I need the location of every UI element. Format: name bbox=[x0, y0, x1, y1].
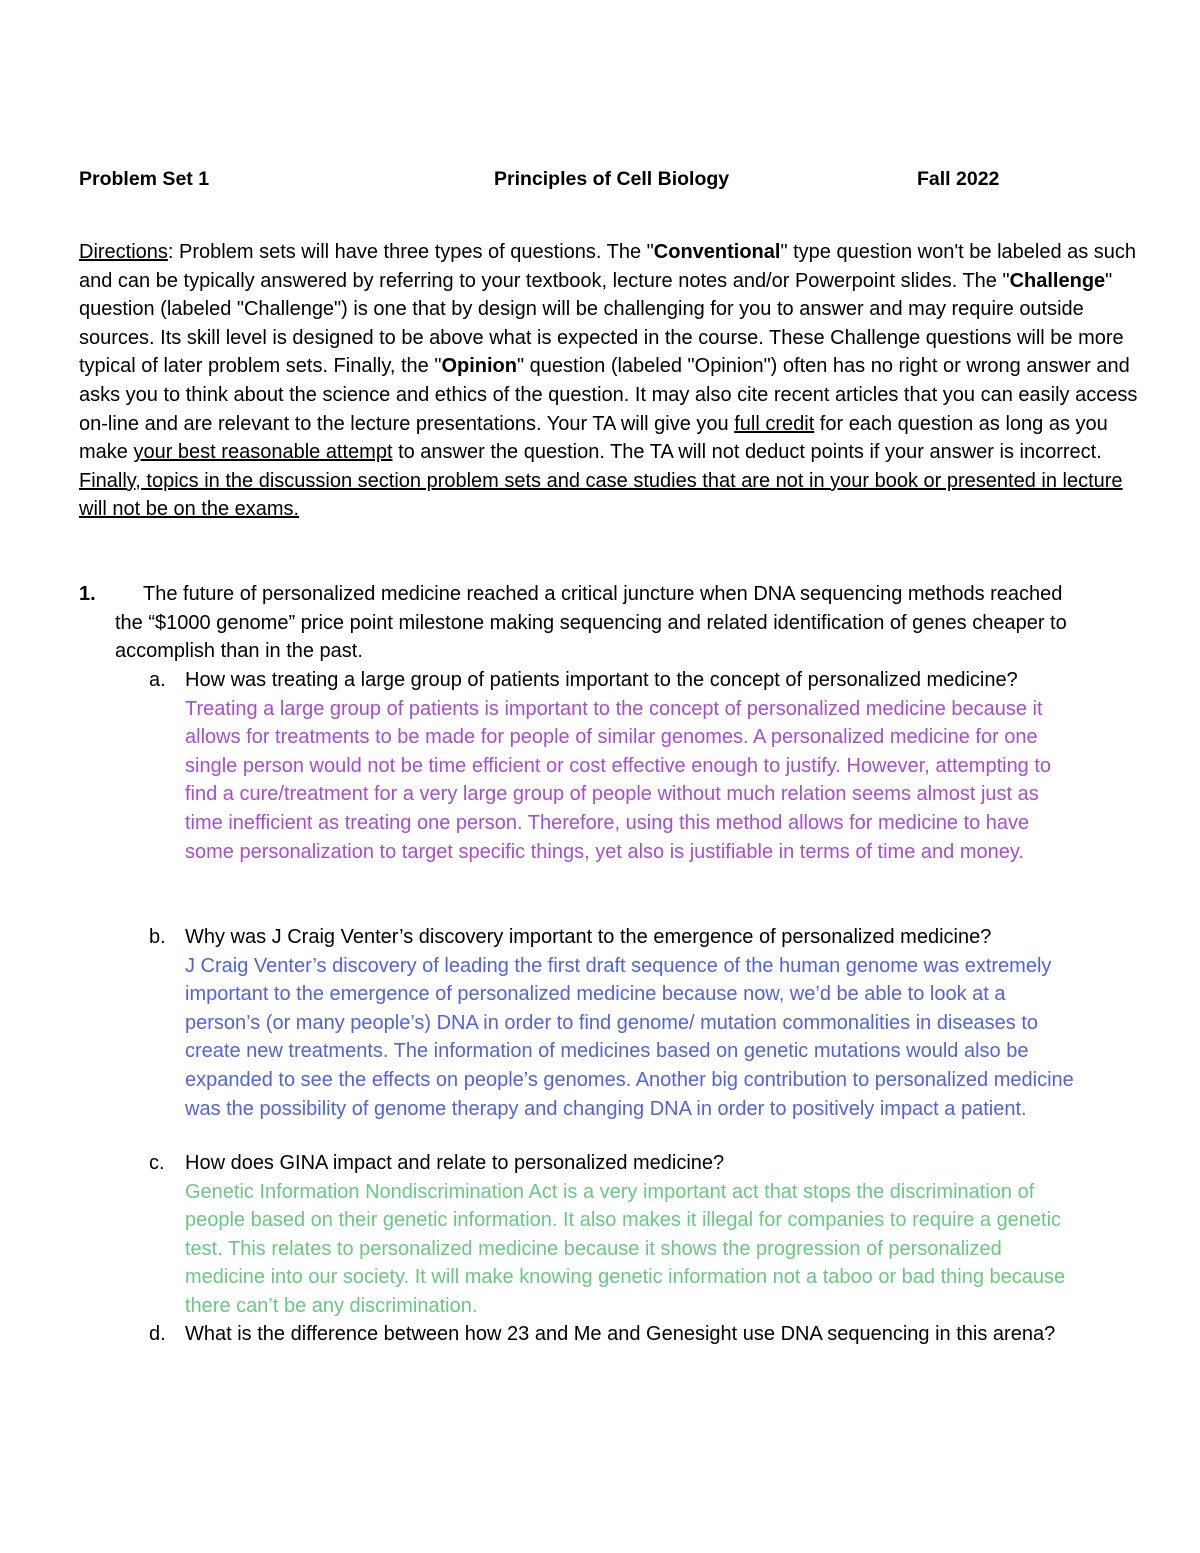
question-1a-answer: Treating a large group of patients is important to the concept of personalized medicine because it allows for treatments to be made for people of similar genomes. A personalized medicine for one single person would not be time efficient or cost effective enough to justify. However, attempting to find a cure/treatment for a very large group of people without much relation seems almost just as time inefficient as treating one person. Therefore, using this method allows for medicine to have some personalization to target specific things, yet also is justifiable in terms of time and money. bbox=[185, 697, 1052, 863]
question-1d-letter: d. bbox=[149, 1323, 166, 1345]
conventional-term: Conventional bbox=[653, 241, 781, 263]
document-header bbox=[79, 168, 1079, 194]
full-credit-phrase: full credit bbox=[734, 412, 815, 435]
directions-text-4: " question (labeled "Opinion") often has no right or wrong answer and asks you to think about the science and ethics of the question. It may also cite recent articles that you can easily access on-line and are relevant to the lecture presentations. Your TA will give you bbox=[79, 355, 1138, 435]
question-1c-letter: c. bbox=[149, 1152, 165, 1174]
final-note: Finally, topics in the discussion section problem sets and case studies that are not in your book or presented in lecture will not be on the exams. bbox=[79, 469, 1123, 521]
question-1b-letter: b. bbox=[149, 926, 166, 948]
directions-label: Directions bbox=[79, 241, 168, 263]
question-1-text: The future of personalized medicine reached a critical juncture when DNA sequencing methods reached the “$1000 genome” price point milestone making sequencing and related identification of genes cheaper to accomplish than in the past. bbox=[115, 583, 1067, 663]
directions-text-5: for each question as long as you make bbox=[79, 412, 1108, 464]
directions-paragraph bbox=[79, 238, 1154, 524]
course-title: Principles of Cell Biology bbox=[494, 168, 730, 190]
best-attempt-phrase: your best reasonable attempt bbox=[133, 441, 393, 464]
directions-text-1: : Problem sets will have three types of questions. The " bbox=[167, 241, 654, 263]
question-1 bbox=[79, 580, 1079, 666]
question-1b-answer: J Craig Venter’s discovery of leading the first draft sequence of the human genome was extremely important to the emergence of personalized medicine because now, we’d be able to look at a person’s (or many people’s) DNA in order to find genome/ mutation commonalities in diseases to create new treatments. The information of medicines based on genetic mutations would also be expanded to see the effects on people’s genomes. Another big contribution to personalized medicine was the possibility of genome therapy and changing DNA in order to positively impact a patient. bbox=[185, 954, 1074, 1120]
question-1-number: 1. bbox=[79, 583, 96, 605]
question-1d-prompt: What is the difference between how 23 and Me and Genesight use DNA sequencing in this arena? bbox=[185, 1323, 1056, 1345]
directions-text-6: to answer the question. The TA will not deduct points if your answer is incorrect. bbox=[392, 441, 1102, 464]
question-1c bbox=[79, 1149, 1079, 1321]
question-1d bbox=[79, 1320, 1079, 1349]
question-1c-prompt: How does GINA impact and relate to personalized medicine? bbox=[185, 1152, 725, 1174]
question-1b bbox=[79, 923, 1079, 1123]
question-1a-letter: a. bbox=[149, 669, 166, 691]
opinion-term: Opinion bbox=[441, 355, 517, 378]
directions-text-2: " type question won't be labeled as such and can be typically answered by referring to your textbook, lecture notes and/or Powerpoint slides. The " bbox=[79, 241, 1137, 292]
challenge-term: Challenge bbox=[1009, 269, 1106, 292]
term-label: Fall 2022 bbox=[917, 168, 1000, 190]
problem-set-title: Problem Set 1 bbox=[79, 168, 210, 190]
question-1c-answer: Genetic Information Nondiscrimination Act is a very important act that stops the discrimination of people based on their genetic information. It also makes it illegal for companies to require a genetic test. This relates to personalized medicine because it shows the progression of personalized medicine into our society. It will make knowing genetic information not a taboo or bad thing because there can’t be any discrimination. bbox=[185, 1180, 1066, 1317]
question-1b-prompt: Why was J Craig Venter’s discovery important to the emergence of personalized medicine? bbox=[185, 926, 992, 948]
question-1a bbox=[79, 666, 1079, 866]
directions-text-3: " question (labeled "Challenge") is one that by design will be challenging for you to answer and may require outside sources. Its skill level is designed to be above what is expected in the course. These Challenge questions will be more typical of later problem sets. Finally, the " bbox=[79, 269, 1124, 378]
question-1a-prompt: How was treating a large group of patients important to the concept of personalized medicine? bbox=[185, 669, 1018, 691]
